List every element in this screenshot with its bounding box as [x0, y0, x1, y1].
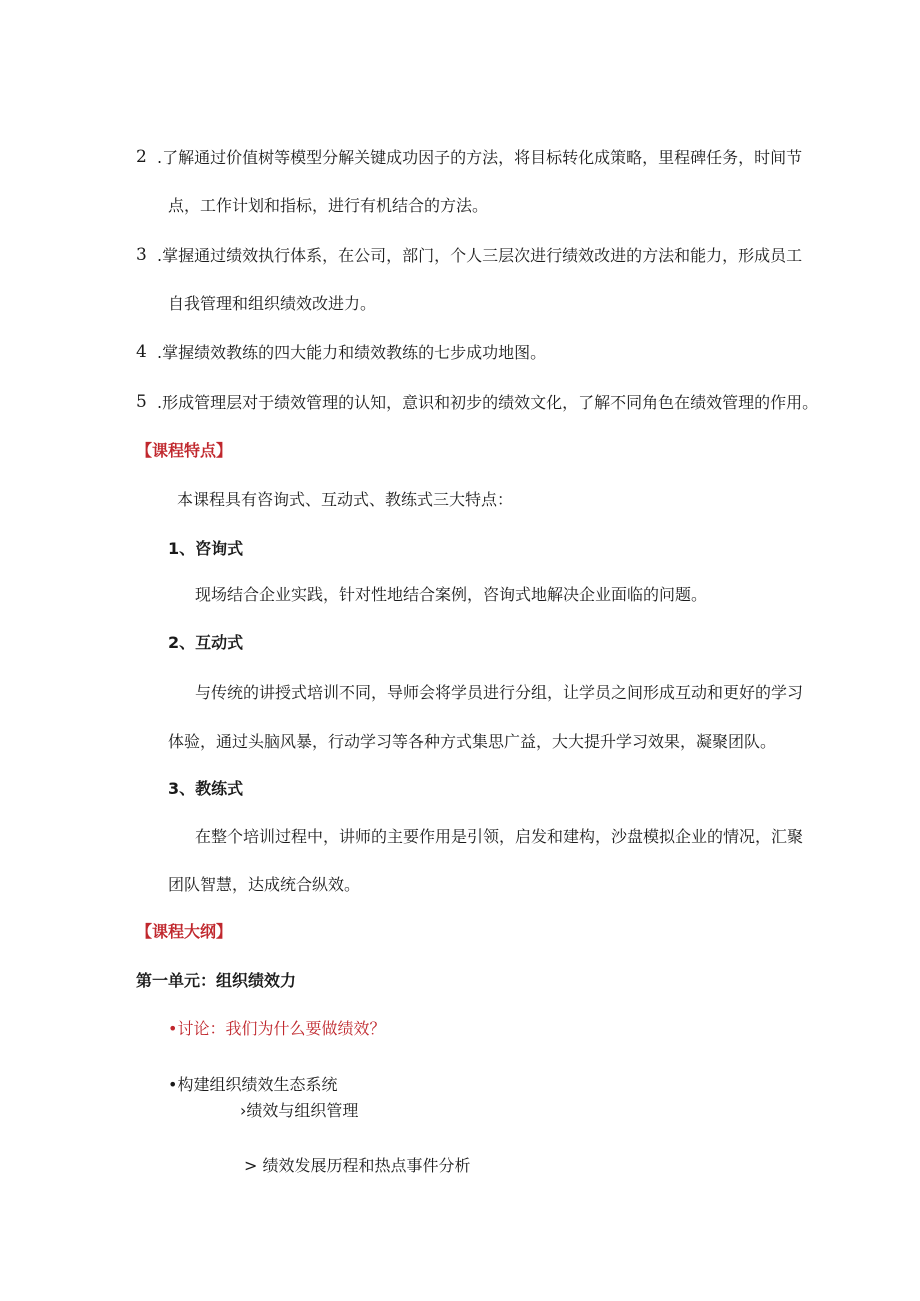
objective-number-3: 3: [136, 245, 147, 265]
feature-interactive-line-1: 与传统的讲授式培训不同，导师会将学员进行分组，让学员之间形成互动和更好的学习: [195, 683, 804, 702]
objective-2-line-2: 点，工作计划和指标，进行有机结合的方法。: [168, 196, 489, 215]
feature-title-consulting: 1、咨询式: [168, 539, 244, 558]
outline-sub-item-1: ›绩效与组织管理: [240, 1101, 359, 1120]
feature-coaching-line-2: 团队智慧，达成统合纵效。: [168, 875, 361, 894]
objective-5-line-1: .形成管理层对于绩效管理的认知，意识和初步的绩效文化，了解不同角色在绩效管理的作用。: [157, 393, 819, 412]
outline-discussion-item: •讨论：我们为什么要做绩效？: [168, 1019, 386, 1038]
objective-4-line-1: .掌握绩效教练的四大能力和绩效教练的七步成功地图。: [157, 343, 547, 362]
objective-3-line-2: 自我管理和组织绩效改进力。: [168, 294, 377, 313]
objective-3-line-1: .掌握通过绩效执行体系，在公司，部门，个人三层次进行绩效改进的方法和能力，形成员工: [157, 246, 803, 265]
objective-2-line-1: .了解通过价值树等模型分解关键成功因子的方法，将目标转化成策略，里程碑任务，时间节: [157, 148, 803, 167]
features-heading: 【课程特点】: [136, 441, 233, 460]
objective-number-5: 5: [136, 392, 147, 412]
features-intro: 本课程具有咨询式、互动式、教练式三大特点：: [177, 490, 514, 509]
unit-title: 第一单元：组织绩效力: [136, 971, 297, 990]
outline-bullet-item: •构建组织绩效生态系统: [168, 1075, 338, 1094]
feature-title-coaching: 3、教练式: [168, 779, 244, 798]
objective-number-4: 4: [136, 342, 147, 362]
objective-number-2: 2: [136, 147, 147, 167]
feature-coaching-line-1: 在整个培训过程中，讲师的主要作用是引领，启发和建构，沙盘模拟企业的情况，汇聚: [195, 827, 804, 846]
feature-consulting-line-1: 现场结合企业实践，针对性地结合案例，咨询式地解决企业面临的问题。: [195, 585, 708, 604]
feature-title-interactive: 2、互动式: [168, 633, 244, 652]
outline-heading: 【课程大纲】: [136, 922, 233, 941]
feature-interactive-line-2: 体验，通过头脑风暴，行动学习等各种方式集思广益，大大提升学习效果，凝聚团队。: [168, 732, 777, 751]
outline-sub-item-2: > 绩效发展历程和热点事件分析: [244, 1156, 471, 1175]
